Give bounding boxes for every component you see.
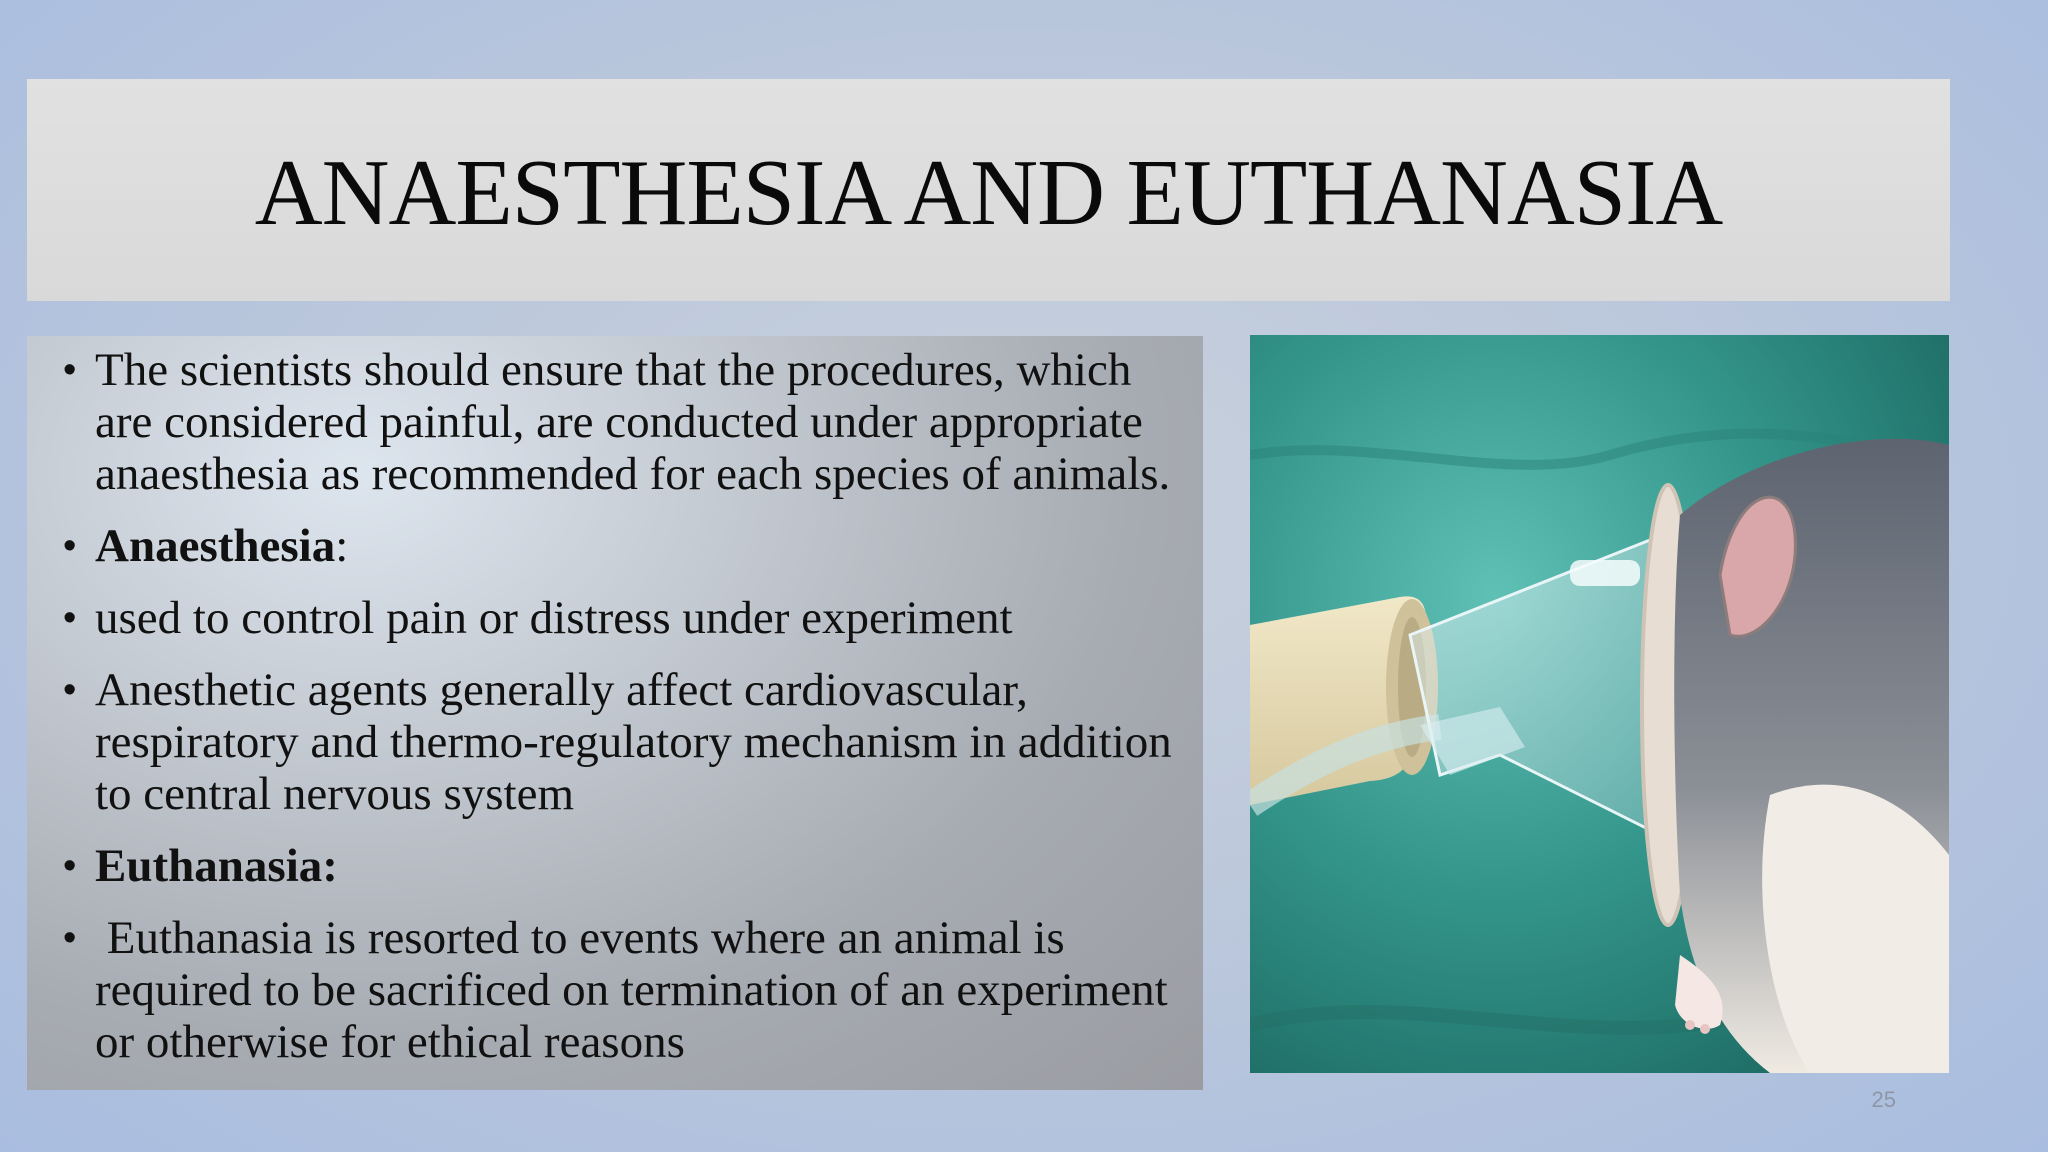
bullet-text: Euthanasia is resorted to events where an animal is required to be sacrificed on termination of an experiment or otherwise for ethical reasons [95,912,1180,1068]
bullet-dot-icon: • [63,349,77,391]
bullet-text: Anesthetic agents generally affect cardiovascular, respiratory and thermo-regulatory mechanism in addition to central nervous system [95,664,1172,820]
bullet-heading: Euthanasia: [95,840,338,892]
title-bar [27,79,1950,301]
bullet-dot-icon: • [63,917,77,959]
bullet-dot-icon: • [63,525,77,567]
photo-illustration [1250,335,1949,1073]
bullet-item [41,592,1189,644]
bullet-item [41,912,1189,1068]
bullet-dot-icon: • [63,845,77,887]
bullet-heading: Anaesthesia [95,520,336,572]
bullet-text: The scientists should ensure that the procedures, which are considered painful, are conducted under appropriate anaesthesia as recommended for each species of animals. [95,344,1171,500]
bullet-item [41,344,1189,500]
bullet-text: used to control pain or distress under experiment [95,592,1013,644]
bullet-dot-icon: • [63,597,77,639]
bullet-list [41,344,1189,1068]
content-box [27,336,1203,1090]
bullet-dot-icon: • [63,669,77,711]
bullet-text: : [335,520,349,572]
slide-title: ANAESTHESIA AND EUTHANASIA [254,141,1723,245]
rat-anaesthesia-mask-photo [1250,335,1949,1073]
slide-number: 25 [1871,1087,1896,1112]
bullet-item [41,520,1189,572]
bullet-item [41,840,1189,892]
bullet-item [41,664,1189,820]
